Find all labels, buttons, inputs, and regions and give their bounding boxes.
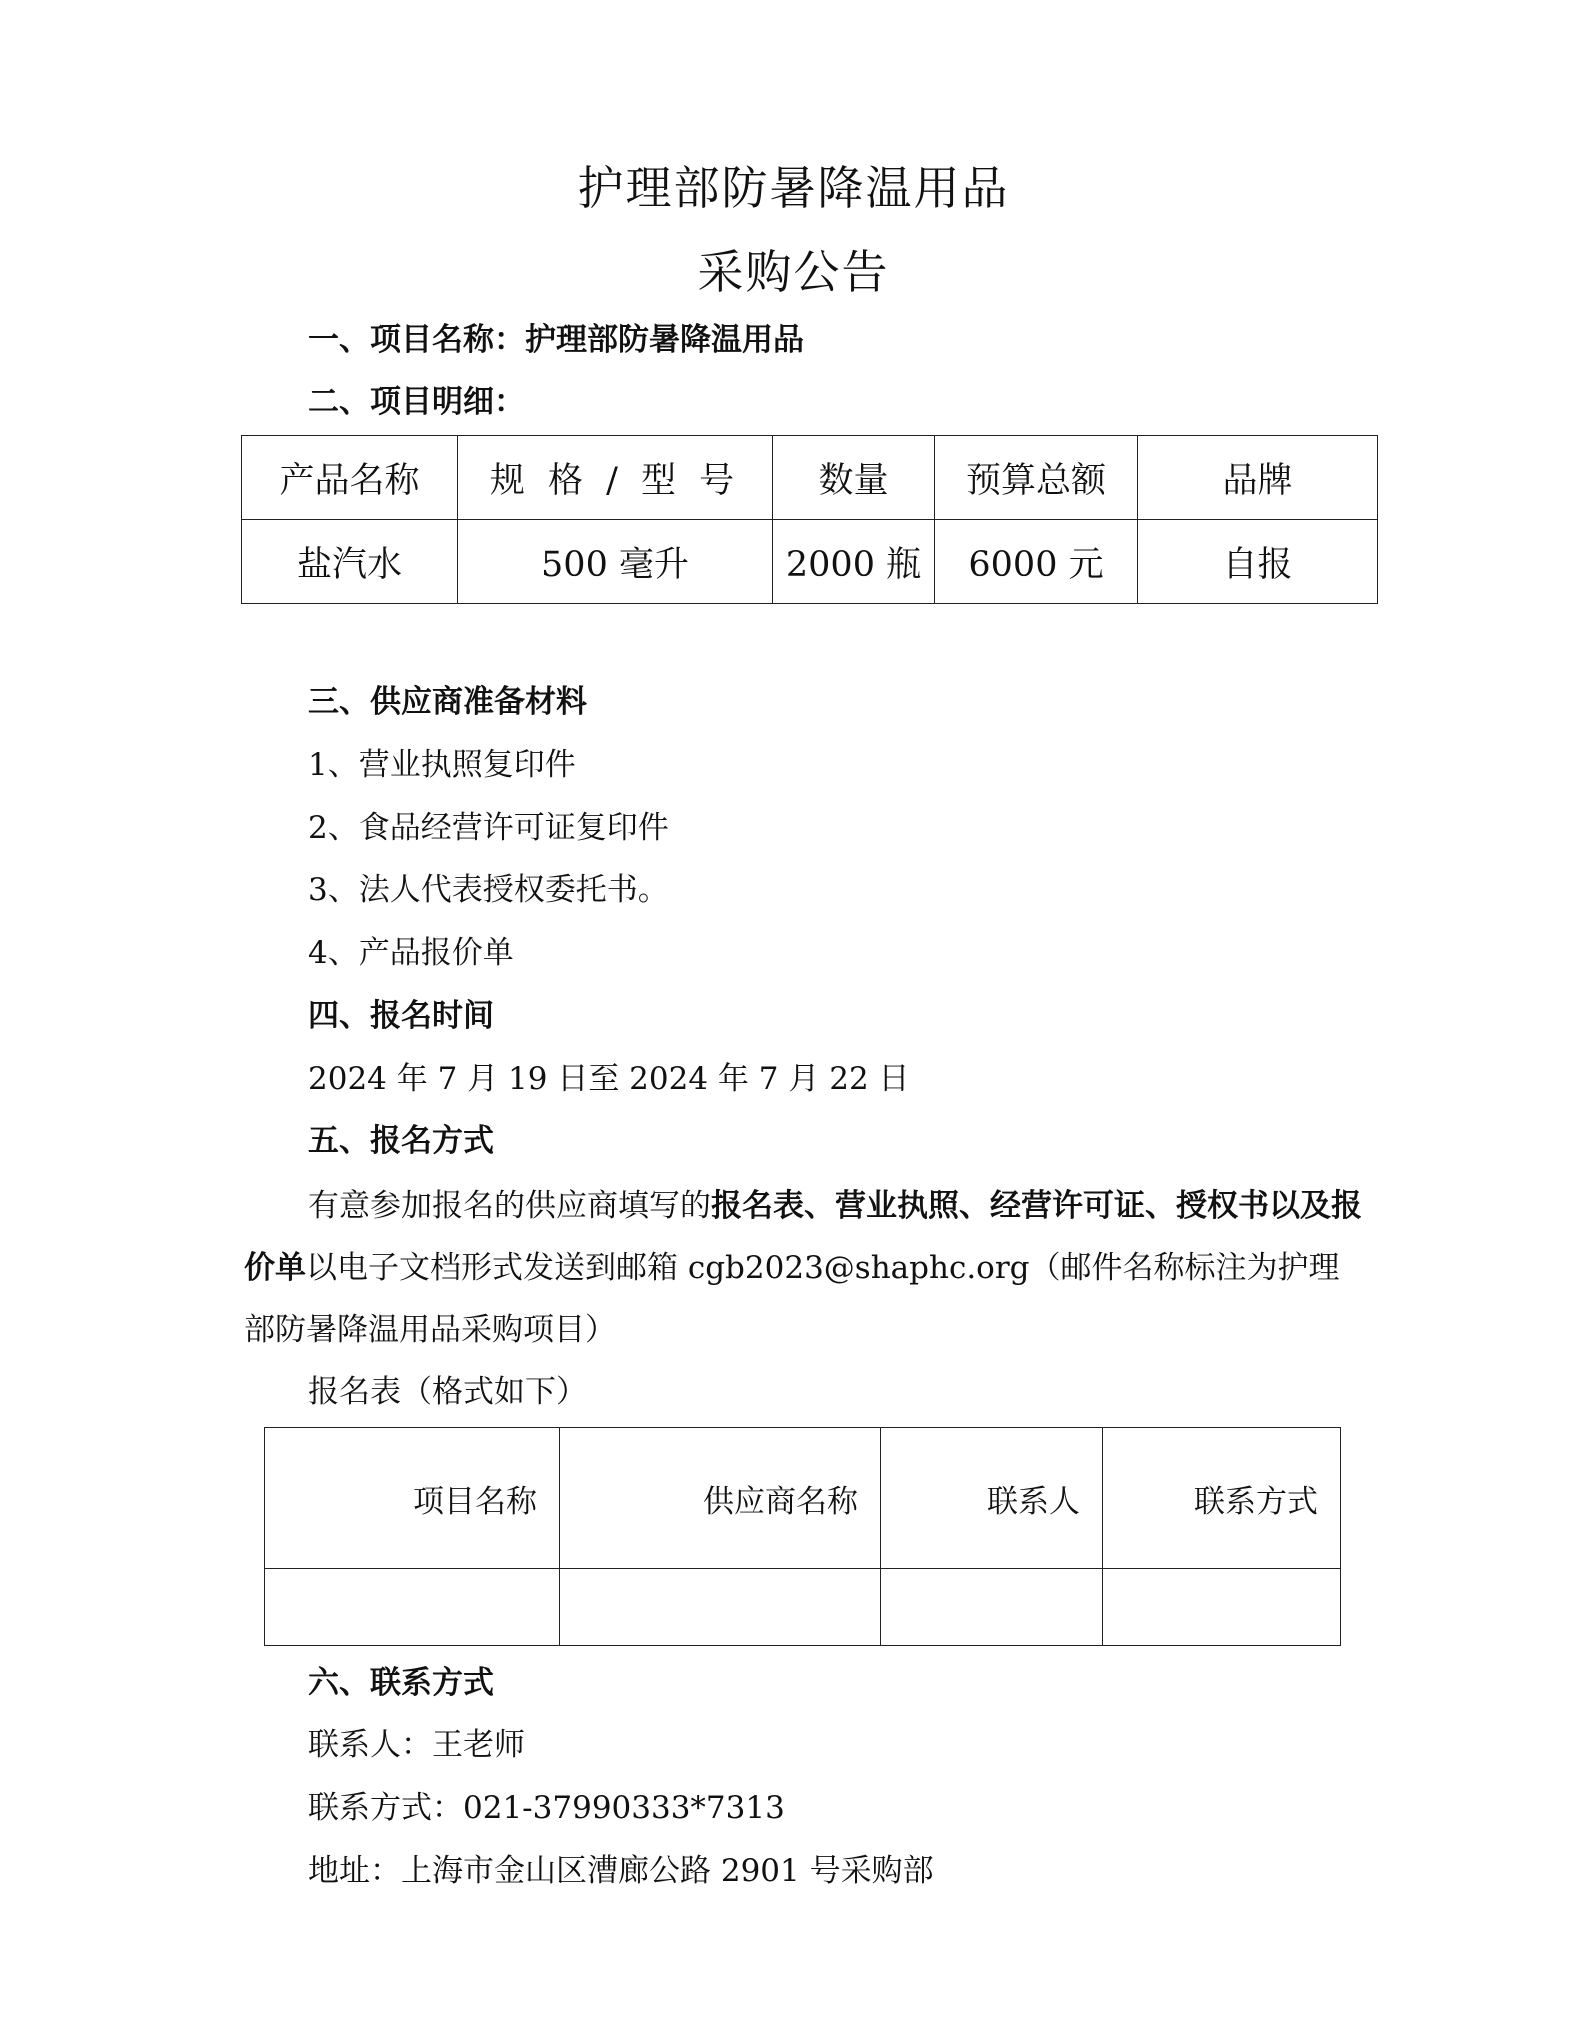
items-table (241, 435, 1378, 604)
reg-table-header (265, 1428, 1341, 1569)
table-row (242, 520, 1378, 604)
cell-spec: 500 毫升 (458, 520, 773, 604)
section-2-label: 二、项目明细： (308, 384, 525, 420)
section-5-label: 五、报名方式 (308, 1123, 494, 1159)
contact-phone: 联系方式：021-37990333*7313 (308, 1790, 785, 1826)
cell-budget: 6000 元 (935, 520, 1138, 604)
project-name: 护理部防暑降温用品 (525, 322, 804, 358)
instructions-text-2: 以电子文档形式发送到邮箱 cgb2023@shaphc.org（邮件名称标注为护理部防暑降温用品采购项目） (244, 1250, 1340, 1348)
reg-header-contact: 联系人 (881, 1428, 1103, 1569)
registration-instructions (244, 1175, 1364, 1361)
reg-cell-empty (265, 1569, 560, 1646)
cell-product: 盐汽水 (242, 520, 458, 604)
list-item: 2、食品经营许可证复印件 (308, 810, 669, 846)
reg-header-contact-method: 联系方式 (1103, 1428, 1341, 1569)
section-6-label: 六、联系方式 (308, 1665, 494, 1701)
cell-brand: 自报 (1138, 520, 1378, 604)
items-table-header (242, 436, 1378, 520)
title-line-1: 护理部防暑降温用品 (577, 161, 1010, 215)
contact-person: 联系人：王老师 (308, 1727, 525, 1763)
header-quantity: 数量 (773, 436, 935, 520)
instructions-required-docs: 报名表、营业执照、经营许可证、授权书以及报价单 (244, 1188, 1362, 1286)
table-row (265, 1569, 1341, 1646)
header-spec: 规 格 / 型 号 (458, 436, 773, 520)
section-3-label: 三、供应商准备材料 (308, 684, 587, 720)
header-brand: 品牌 (1138, 436, 1378, 520)
reg-cell-empty (1103, 1569, 1341, 1646)
list-item: 3、法人代表授权委托书。 (308, 872, 669, 908)
reg-header-project: 项目名称 (265, 1428, 560, 1569)
header-budget: 预算总额 (935, 436, 1138, 520)
reg-header-supplier: 供应商名称 (560, 1428, 881, 1569)
header-product-name: 产品名称 (242, 436, 458, 520)
form-caption: 报名表（格式如下） (308, 1374, 587, 1410)
registration-period: 2024 年 7 月 19 日至 2024 年 7 月 22 日 (308, 1061, 910, 1097)
registration-form-table (264, 1427, 1341, 1646)
section-1-label: 一、项目名称： (308, 322, 525, 358)
title-line-2: 采购公告 (697, 245, 890, 299)
instructions-text-1: 有意参加报名的供应商填写的 (308, 1188, 711, 1224)
reg-cell-empty (560, 1569, 881, 1646)
section-4-label: 四、报名时间 (308, 998, 494, 1034)
cell-quantity: 2000 瓶 (773, 520, 935, 604)
contact-address: 地址：上海市金山区漕廊公路 2901 号采购部 (308, 1853, 934, 1889)
list-item: 4、产品报价单 (308, 935, 514, 971)
reg-cell-empty (881, 1569, 1103, 1646)
section-1 (308, 320, 804, 360)
list-item: 1、营业执照复印件 (308, 747, 576, 783)
